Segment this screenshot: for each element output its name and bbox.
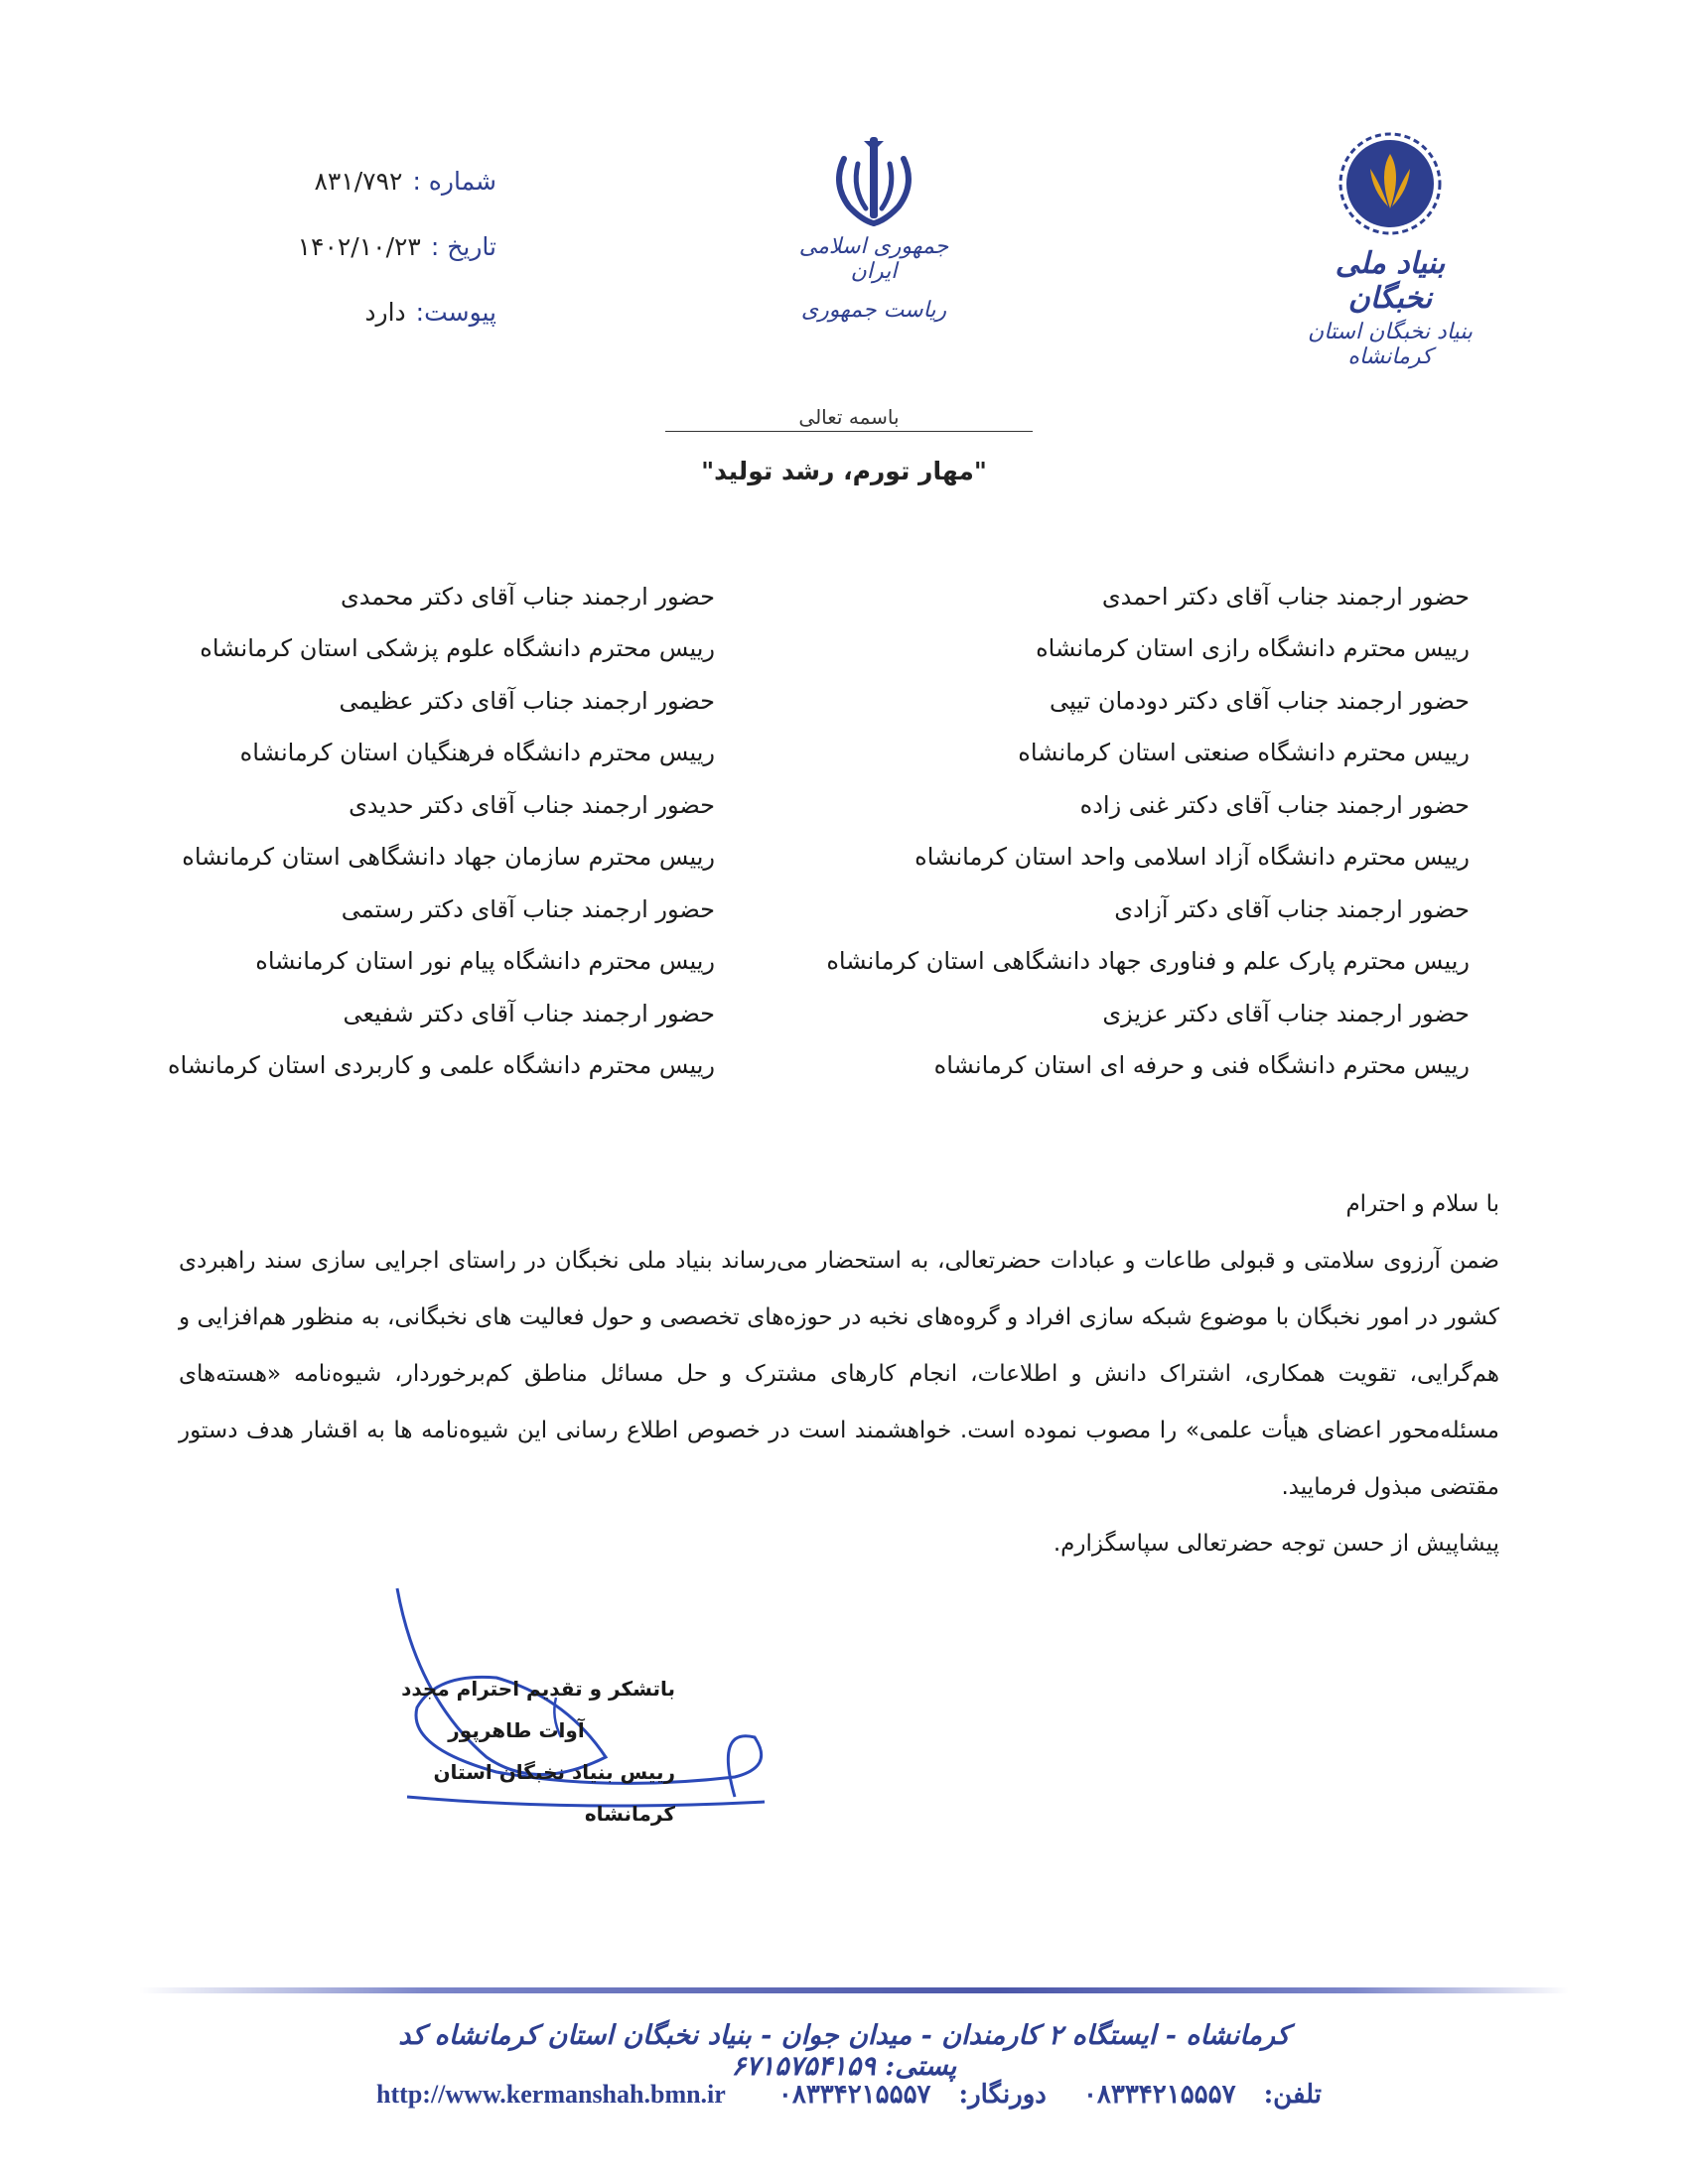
emblem-line1: جمهوری اسلامی ایران (798, 234, 949, 284)
recipients-left (159, 571, 715, 1092)
attachment-label: پیوست: (415, 298, 496, 327)
recipient-name: حضور ارجمند جناب آقای دکتر آزادی (1114, 895, 1470, 923)
recipient-name: حضور ارجمند جناب آقای دکتر رستمی (341, 895, 715, 923)
recipient-title: رییس محترم دانشگاه علوم پزشکی استان کرمانشاه (200, 634, 715, 662)
logo-name: بنیاد ملی نخبگان (1335, 246, 1446, 316)
emblem-line2: ریاست جمهوری (800, 298, 947, 323)
closing: پیشاپیش از حسن توجه حضرتعالی سپاسگزارم. (1053, 1531, 1499, 1557)
recipient-title: رییس محترم دانشگاه فنی و حرفه ای استان کرمانشاه (933, 1051, 1470, 1079)
date-value: ۱۴۰۲/۱۰/۲۳ (297, 232, 421, 261)
footer-address: کرمانشاه - ایستگاه ۲ کارمندان - میدان جوان - بنیاد نخبگان استان کرمانشاه کد پستی: ۶۷۱۵۷۵۴۱۵۹ (398, 2020, 1290, 2082)
signature-block (357, 1668, 675, 1835)
iran-emblem (789, 129, 958, 323)
fax-value: ۰۸۳۳۴۲۱۵۵۵۷ (777, 2080, 931, 2110)
recipient (826, 884, 1470, 988)
phone-value: ۰۸۳۳۴۲۱۵۵۵۷ (1082, 2080, 1236, 2110)
recipient-name: حضور ارجمند جناب آقای دکتر محمدی (340, 583, 715, 611)
recipient-title: رییس محترم دانشگاه علمی و کاربردی استان کرمانشاه (167, 1051, 715, 1079)
recipient (914, 675, 1470, 779)
recipient-name: حضور ارجمند جناب آقای دکتر غنی زاده (1079, 791, 1470, 819)
recipient-title: رییس محترم دانشگاه صنعتی استان کرمانشاه (1018, 739, 1470, 766)
letter-meta (228, 149, 496, 345)
recipient (159, 988, 715, 1092)
emblem-icon (824, 129, 923, 228)
footer-divider (139, 1987, 1569, 1993)
recipient-name: حضور ارجمند جناب آقای دکتر عزیزی (1102, 1000, 1470, 1027)
recipient-name: حضور ارجمند جناب آقای دکتر عظیمی (339, 687, 715, 715)
phone-label: تلفن: (1263, 2080, 1322, 2110)
invocation: باسمه تعالی (665, 405, 1033, 432)
attachment-value: دارد (364, 298, 406, 327)
recipient (159, 779, 715, 884)
recipient-title: رییس محترم دانشگاه آزاد اسلامی واحد استان کرمانشاه (914, 843, 1470, 871)
letter-body (179, 1176, 1499, 1572)
footer-contact (298, 2080, 1400, 2110)
recipient (914, 988, 1470, 1092)
recipients-right (826, 571, 1470, 1092)
recipient-title: رییس محترم دانشگاه پیام نور استان کرمانشاه (255, 947, 715, 975)
recipient-title: رییس محترم پارک علم و فناوری جهاد دانشگاهی استان کرمانشاه (826, 947, 1470, 975)
greeting: با سلام و احترام (1345, 1191, 1499, 1217)
letter-date (228, 214, 496, 280)
number-value: ۸۳۱/۷۹۲ (314, 167, 403, 196)
recipient-name: حضور ارجمند جناب آقای دکتر شفیعی (343, 1000, 715, 1027)
date-label: تاریخ : (430, 232, 496, 261)
website-link[interactable]: http://www.kermanshah.bmn.ir (376, 2080, 726, 2109)
foundation-logo-icon (1331, 129, 1450, 238)
recipient-name: حضور ارجمند جناب آقای دکتر احمدی (1101, 583, 1470, 611)
signature-name: آوات طاهرپور (448, 1718, 585, 1742)
recipient (159, 571, 715, 675)
logo-sub: بنیاد نخبگان استان کرمانشاه (1308, 320, 1473, 369)
signature-title: رییس بنیاد نخبگان استان کرمانشاه (433, 1760, 675, 1826)
slogan: "مهار تورم، رشد تولید" (701, 457, 987, 485)
recipient-title: رییس محترم دانشگاه رازی استان کرمانشاه (1036, 634, 1470, 662)
body-paragraph: ضمن آرزوی سلامتی و قبولی طاعات و عبادات حضرتعالی، به استحضار می‌رساند بنیاد ملی نخبگان در راستای اجرایی سازی سند راهبردی کشور در امور نخبگان با موضوع شبکه سازی افراد و گروه‌های نخبه در حوزه‌های تخصصی و حول فعالیت های نخبگانی، به منظور هم‌افزایی و هم‌گرایی، تقویت همکاری، اشتراک دانش و اطلاعات، انجام کارهای مشترک و حل مسائل مناطق کم‌برخوردار، شیوه‌نامه «هسته‌های مسئله‌محور اعضای هیأت علمی» را مصوب نموده است. خواهشمند است در خصوص اطلاع رسانی این شیوه‌نامه ها به اقشار هدف دستور مقتضی مبذول فرمایید. (179, 1248, 1499, 1500)
fax-label: دورنگار: (958, 2080, 1047, 2110)
signature-regards: باتشکر و تقدیم احترام مجدد (401, 1677, 675, 1701)
recipient (914, 571, 1470, 675)
recipient-title: رییس محترم دانشگاه فرهنگیان استان کرمانشاه (239, 739, 715, 766)
letter-number (228, 149, 496, 214)
recipient (159, 884, 715, 988)
recipient-title: رییس محترم سازمان جهاد دانشگاهی استان کرمانشاه (182, 843, 715, 871)
recipient (914, 779, 1470, 884)
number-label: شماره : (412, 167, 496, 196)
recipient (159, 675, 715, 779)
letter-attachment (228, 280, 496, 345)
foundation-logo (1291, 129, 1489, 369)
recipient-name: حضور ارجمند جناب آقای دکتر حدیدی (349, 791, 715, 819)
recipient-name: حضور ارجمند جناب آقای دکتر دودمان تیپی (1050, 687, 1470, 715)
